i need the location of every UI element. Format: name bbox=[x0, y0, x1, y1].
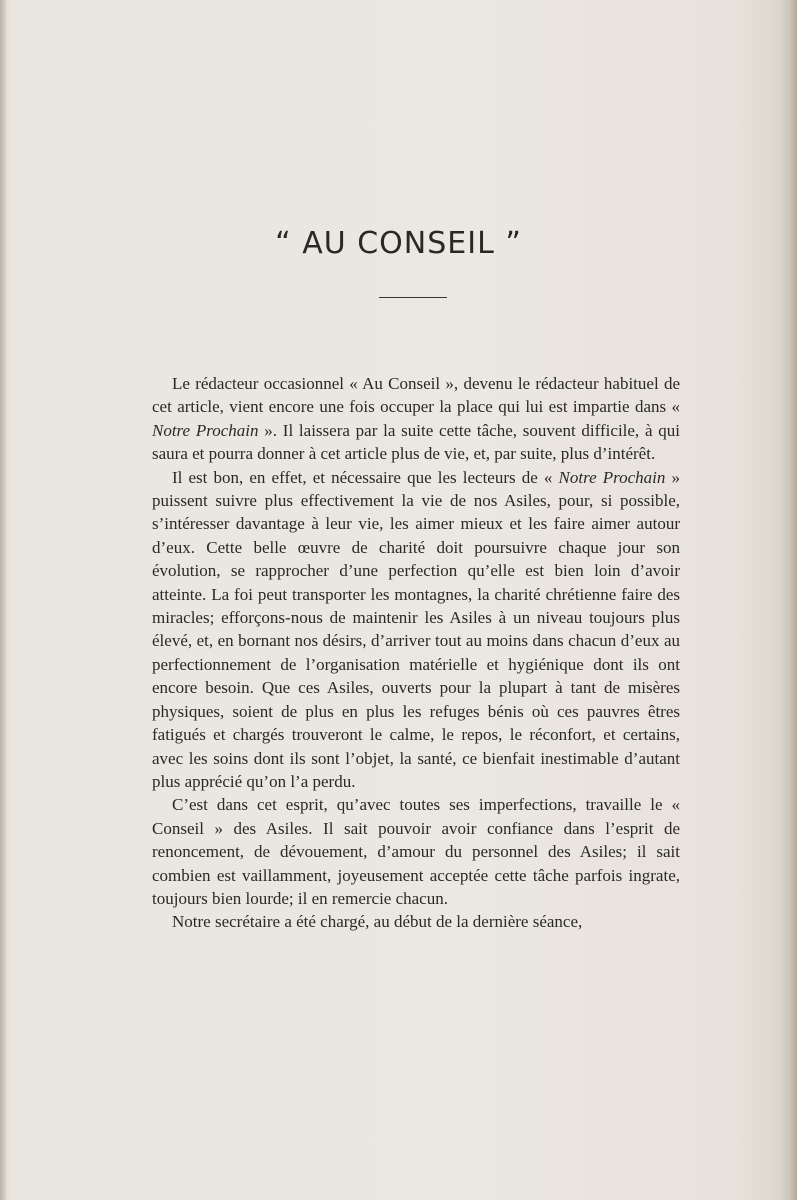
paragraph-4 bbox=[152, 910, 680, 933]
page-right-edge bbox=[779, 0, 797, 1200]
paragraph-1-text-a: Le rédacteur occasionnel « Au Conseil », devenu le rédacteur habituel de cet article, vient encore une fois occuper la place qui lui est impartie dans « bbox=[152, 374, 680, 417]
article-title: “ AU CONSEIL ” bbox=[275, 226, 522, 261]
article-body bbox=[152, 372, 680, 934]
page-binding-edge bbox=[0, 0, 6, 1200]
publication-name: Notre Prochain bbox=[558, 467, 666, 487]
paragraph-1-text-b: ». Il laissera par la suite cette tâche, souvent difficile, à qui saura et pourra donner à cet article plus de vie, et, par suite, plus d’intérêt. bbox=[152, 420, 680, 464]
paragraph-2 bbox=[152, 466, 680, 794]
publication-name: Notre Prochain bbox=[152, 420, 259, 440]
paragraph-1 bbox=[152, 372, 680, 466]
paragraph-4-text: Notre secrétaire a été chargé, au début de la dernière séance, bbox=[172, 912, 583, 932]
title-divider bbox=[379, 297, 447, 298]
paragraph-2-text-b: » puissent suivre plus effectivement la vie de nos Asiles, pour, si possible, s’intéresser davantage à leur vie, les aimer mieux et les faire aimer autour d’eux. Cette belle œuvre de charité doit poursuivre chaque jour son évolution, se rapprocher d’une perfection qu’elle est bien loin d’avoir atteinte. La foi peut transporter les montagnes, la charité chrétienne faire des miracles; efforçons-nous de maintenir les Asiles à un niveau toujours plus élevé, et, en bornant nos désirs, d’arriver tout au moins dans chacun d’eux au perfectionnement de l’organisation matérielle et hygiénique dont ils ont encore besoin. Que ces Asiles, ouverts pour la plupart à tant de misères physiques, soient de plus en plus les refuges bénis où ces pauvres êtres fatigués et chargés trouveront le calme, le repos, le réconfort, et certains, avec les soins dont ils sont l’objet, la santé, ce bienfait inestimable d’autant plus apprécié qu’on l’a perdu. bbox=[152, 467, 681, 791]
paragraph-3-text: C’est dans cet esprit, qu’avec toutes ses imperfections, travaille le « Conseil » des Asiles. Il sait pouvoir avoir confiance dans l’esprit de renoncement, de dévouement, d’amour du personnel des Asiles; il sait combien est vaillamment, joyeusement acceptée cette tâche parfois ingrate, toujours bien lourde; il en remercie chacun. bbox=[152, 795, 680, 908]
paragraph-3 bbox=[152, 793, 680, 910]
paragraph-2-text-a: Il est bon, en effet, et nécessaire que les lecteurs de « bbox=[172, 467, 559, 487]
